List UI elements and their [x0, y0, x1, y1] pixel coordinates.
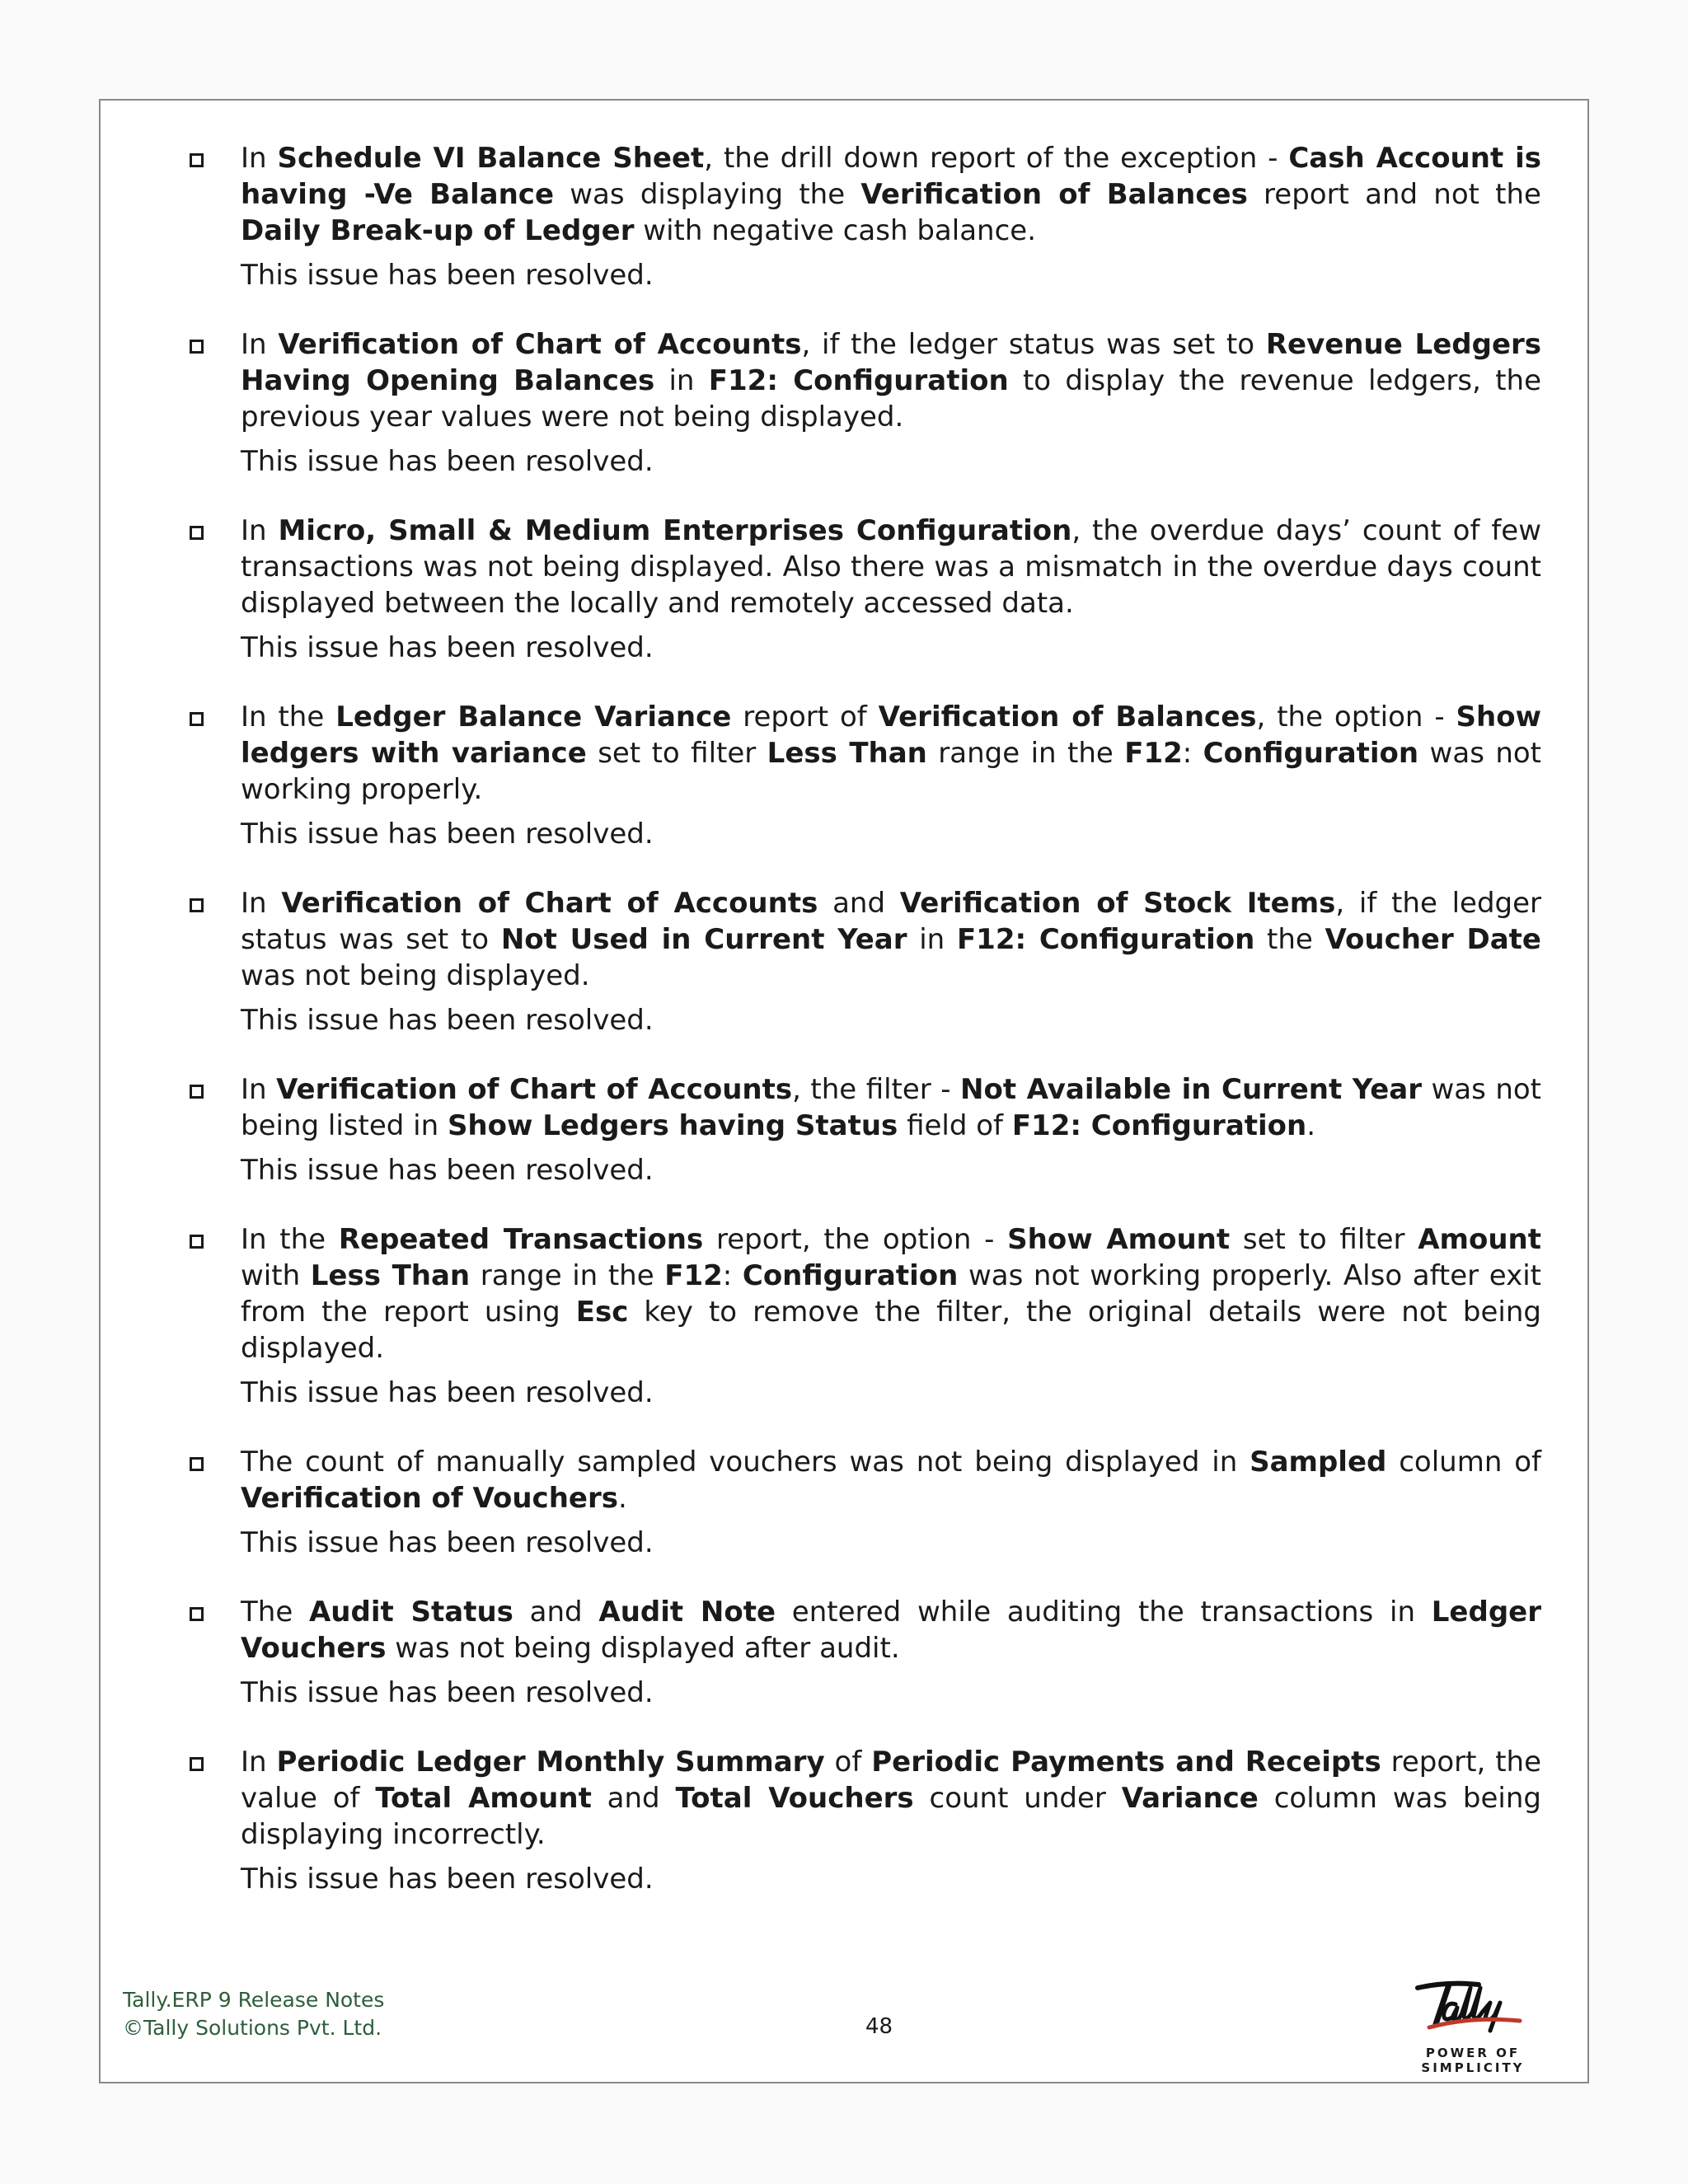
issue-description: In the Repeated Transactions report, the option - Show Amount set to filter Amount with Less Than range in the F12: Configuration was not working properly. Also after exit from the report using Esc key to remove the filter, the original details were not being displayed. [241, 1223, 1541, 1365]
list-item [190, 1594, 1541, 1711]
footer-copyright: ©Tally Solutions Pvt. Ltd. [123, 2016, 382, 2040]
resolution-status: This issue has been resolved. [241, 1154, 654, 1187]
resolution-status: This issue has been resolved. [241, 818, 654, 851]
list-item [190, 513, 1541, 666]
issue-description: In Schedule VI Balance Sheet, the drill down report of the exception - Cash Account is having -Ve Balance was displaying the Verification of Balances report and not the Daily Break-up of Ledger with negative cash balance. [241, 142, 1542, 247]
list-item [190, 1071, 1541, 1188]
list-item [190, 1444, 1541, 1561]
square-bullet-icon [190, 153, 204, 167]
tally-logo [1378, 1980, 1568, 2075]
document-page [99, 99, 1589, 2083]
resolution-status: This issue has been resolved. [241, 1863, 654, 1896]
square-bullet-icon [190, 526, 204, 540]
square-bullet-icon [190, 1607, 204, 1621]
footer-title: Tally.ERP 9 Release Notes [123, 1988, 385, 2012]
list-item [190, 1744, 1541, 1897]
list-item [190, 326, 1541, 480]
list-item [190, 699, 1541, 852]
resolution-status: This issue has been resolved. [241, 1004, 654, 1037]
resolution-status: This issue has been resolved. [241, 631, 654, 664]
issue-description: In Verification of Chart of Accounts and Verification of Stock Items, if the ledger status was set to Not Used in Current Year in F12: Configuration the Voucher Date was not being displayed. [241, 887, 1542, 992]
square-bullet-icon [190, 340, 204, 354]
square-bullet-icon [190, 1457, 204, 1471]
resolution-status: This issue has been resolved. [241, 445, 654, 478]
square-bullet-icon [190, 1235, 204, 1249]
list-item [190, 1221, 1541, 1411]
issue-description: In Verification of Chart of Accounts, the filter - Not Available in Current Year was not being listed in Show Ledgers having Status field of F12: Configuration. [241, 1073, 1542, 1142]
issue-description: In the Ledger Balance Variance report of Verification of Balances, the option - Show ledgers with variance set to filter Less Than range in the F12: Configuration was not working properly. [241, 701, 1542, 806]
resolution-status: This issue has been resolved. [241, 1526, 654, 1559]
issue-description: In Verification of Chart of Accounts, if the ledger status was set to Revenue Ledgers Having Opening Balances in F12: Configuration to display the revenue ledgers, the previous year values were not being displayed. [241, 328, 1542, 434]
issue-description: In Periodic Ledger Monthly Summary of Periodic Payments and Receipts report, the value of Total Amount and Total Vouchers count under Variance column was being displaying incorrectly. [241, 1746, 1541, 1851]
issue-description: In Micro, Small & Medium Enterprises Configuration, the overdue days’ count of few transactions was not being displayed. Also there was a mismatch in the overdue days count displayed between the locally and remotely accessed data. [241, 514, 1542, 620]
square-bullet-icon [190, 898, 204, 912]
release-notes-list [190, 140, 1541, 1930]
resolution-status: This issue has been resolved. [241, 1376, 654, 1409]
footer-left [123, 1986, 384, 2042]
square-bullet-icon [190, 1085, 204, 1099]
square-bullet-icon [190, 712, 204, 726]
issue-description: The Audit Status and Audit Note entered while auditing the transactions in Ledger Vouchers was not being displayed after audit. [241, 1596, 1541, 1665]
page-number: 48 [865, 2014, 893, 2039]
logo-tagline: POWER OF SIMPLICITY [1421, 2046, 1525, 2075]
square-bullet-icon [190, 1757, 204, 1771]
resolution-status: This issue has been resolved. [241, 1676, 654, 1709]
list-item [190, 140, 1541, 293]
tally-logo-icon [1414, 1980, 1530, 2034]
issue-description: The count of manually sampled vouchers was not being displayed in Sampled column of Verification of Vouchers. [241, 1446, 1542, 1515]
resolution-status: This issue has been resolved. [241, 259, 654, 292]
list-item [190, 885, 1541, 1038]
